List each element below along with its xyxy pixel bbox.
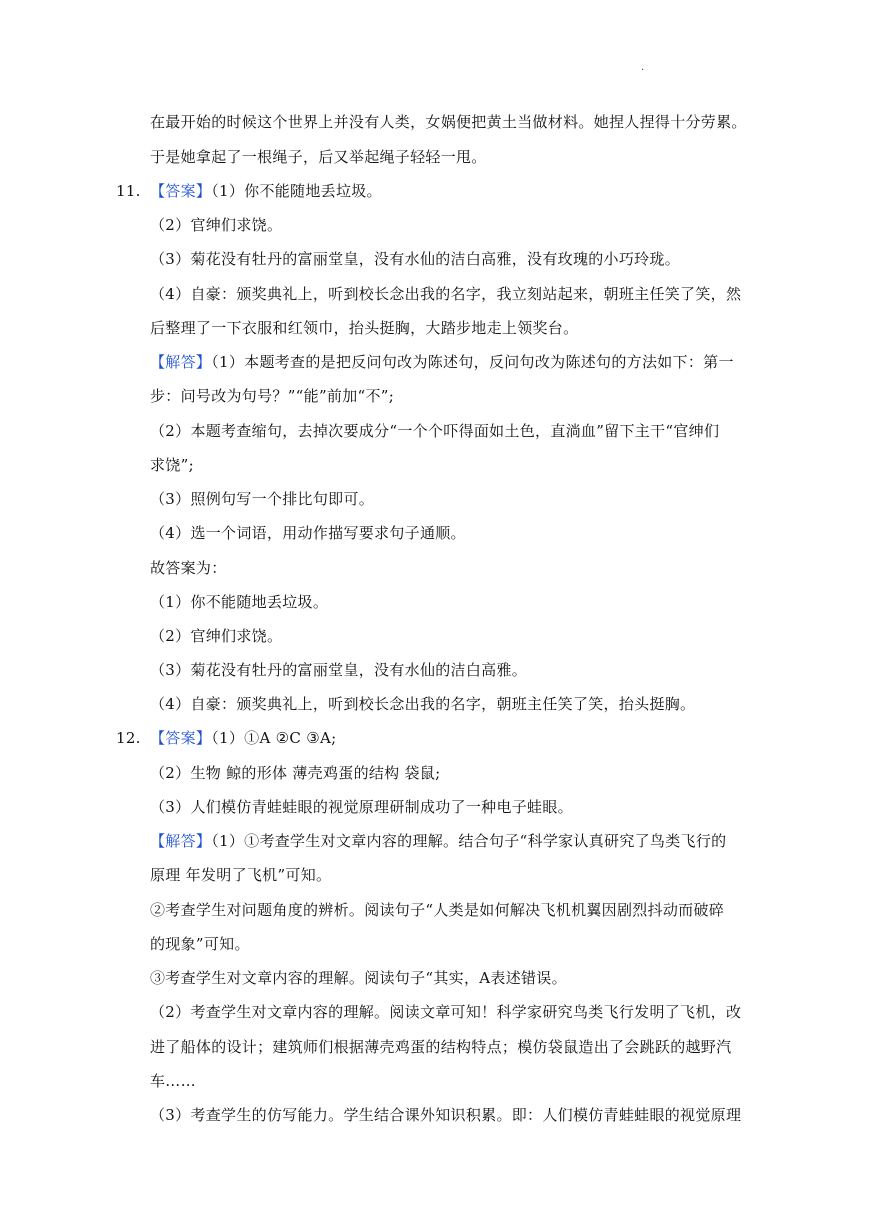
analysis-line: 【解答】（1）①考查学生对文章内容的理解。结合句子“科学家认真研究了鸟类飞行的 [150,832,727,850]
question-number: 11. [116,182,141,200]
text-line: 的现象”可知。 [150,935,250,953]
text-line: （4）自豪：颁奖典礼上，听到校长念出我的名字，朝班主任笑了笑，抬头挺胸。 [150,695,696,713]
text-line: （2）官绅们求饶。 [150,216,283,234]
text-line: （3）照例句写一个排比句即可。 [150,490,375,508]
text-line: 后整理了一下衣服和红领巾，抬头挺胸，大踏步地走上领奖台。 [150,319,579,337]
text-line: 于是她拿起了一根绳子，后又举起绳子轻轻一甩。 [150,148,487,166]
text-line: 求饶”; [150,456,194,474]
text-line: （4）选一个词语，用动作描写要求句子通顺。 [150,524,466,542]
analysis-line: 【解答】（1）本题考查的是把反问句改为陈述句，反问句改为陈述句的方法如下：第一 [150,353,734,371]
answer-line: 12. 【答案】（1）①A ②C ③A; [116,729,337,747]
corner-mark: . [641,62,645,73]
text-line: （1）你不能随地丢垃圾。 [150,593,329,611]
text-line: ③考查学生对文章内容的理解。阅读句子“其实，A表述错误。 [150,969,567,987]
text-line: （3）菊花没有牡丹的富丽堂皇，没有水仙的洁白高雅，没有玫瑰的小巧玲珑。 [150,250,681,268]
text-line: （2）考查学生对文章内容的理解。阅读文章可知！科学家研究鸟类飞行发明了飞机，改 [150,1003,742,1021]
text-line: （2）本题考查缩句，去掉次要成分“一个个吓得面如土色，直淌血”留下主干“官绅们 [150,422,720,440]
answer-tag: 【答案】 [150,182,212,200]
analysis-tag: 【解答】 [150,832,212,850]
text-line: （2）生物 鲸的形体 薄壳鸡蛋的结构 袋鼠; [150,764,441,782]
text-line: （3）考查学生的仿写能力。学生结合课外知识积累。即：人们模仿青蛙蛙眼的视觉原理 [150,1106,742,1124]
text-line: 进了船体的设计；建筑师们根据薄壳鸡蛋的结构特点；模仿袋鼠造出了会跳跃的越野汽 [150,1038,732,1056]
text-line: （3）人们模仿青蛙蛙眼的视觉原理研制成功了一种电子蛙眼。 [150,798,573,816]
analysis-tag: 【解答】 [150,353,212,371]
text-line: 车…… [150,1072,196,1090]
question-number: 12. [116,729,141,747]
text-line: 在最开始的时候这个世界上并没有人类，女娲便把黄土当做材料。她捏人捏得十分劳累。 [150,113,747,131]
text-line: （4）自豪：颁奖典礼上，听到校长念出我的名字，我立刻站起来，朝班主任笑了笑，然 [150,285,742,303]
answer-line: 11. 【答案】（1）你不能随地丢垃圾。 [116,182,382,200]
text-line: 故答案为： [150,559,227,577]
text-line: （3）菊花没有牡丹的富丽堂皇，没有水仙的洁白高雅。 [150,661,528,679]
text-line: （2）官绅们求饶。 [150,627,283,645]
text-line: 原理 年发明了飞机”可知。 [150,866,332,884]
text-line: ②考查学生对问题角度的辨析。阅读句子“人类是如何解决飞机机翼因剧烈抖动而破碎 [150,901,725,919]
answer-tag: 【答案】 [150,729,212,747]
text-line: 步：问号改为句号？”“能”前加“不”; [150,387,395,405]
